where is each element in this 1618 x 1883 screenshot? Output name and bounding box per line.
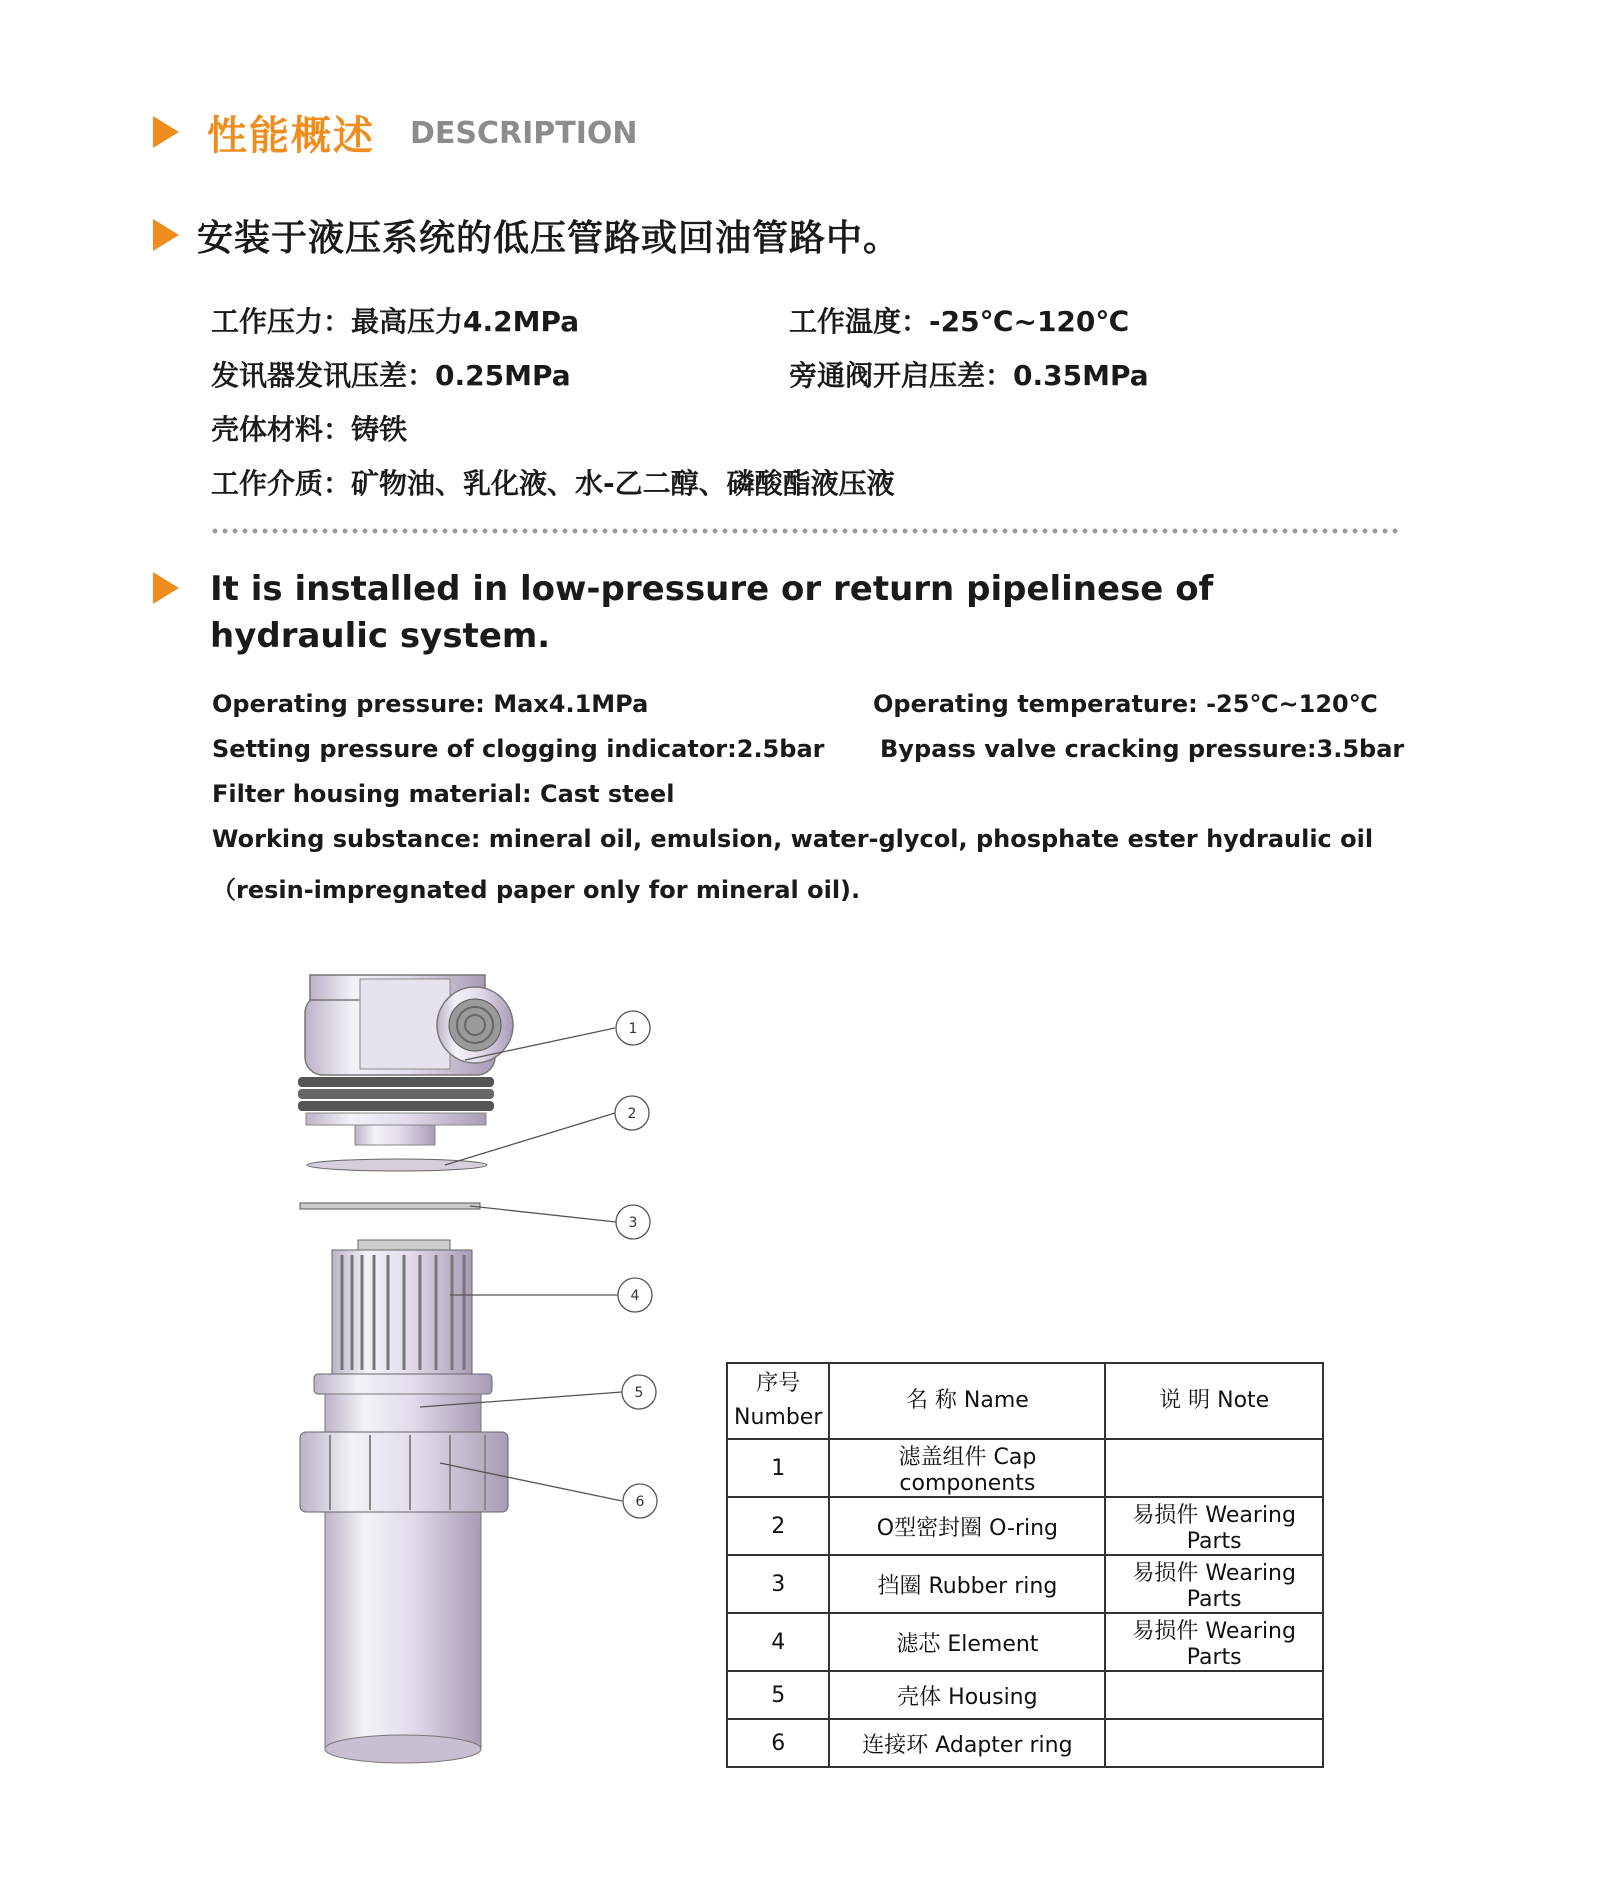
- row-number: 5: [727, 1671, 829, 1719]
- row-name: 连接环 Adapter ring: [829, 1719, 1105, 1767]
- parts-table: [726, 1362, 1324, 1768]
- callout-label: 5: [634, 1385, 644, 1401]
- header-number-cn: 序号: [756, 1371, 801, 1396]
- spec-working-temperature-cn: 工作温度：-25℃~120℃: [789, 305, 1130, 338]
- spec-housing-material-cn: 壳体材料：铸铁: [211, 413, 408, 446]
- row-note: 易损件 Wearing Parts: [1105, 1613, 1323, 1671]
- table-row: [727, 1671, 1323, 1719]
- spec-indicator-pressure-cn: 发讯器发讯压差：0.25MPa: [211, 359, 571, 392]
- bullet-triangle-icon: [153, 219, 179, 251]
- callout-label: 6: [635, 1494, 645, 1510]
- row-note: 易损件 Wearing Parts: [1105, 1555, 1323, 1613]
- header-number-en: Number: [734, 1405, 823, 1430]
- table-row: [727, 1555, 1323, 1613]
- spec-working-pressure-cn: 工作压力：最高压力4.2MPa: [211, 305, 580, 338]
- spec-operating-pressure-en: Operating pressure: Max4.1MPa: [212, 690, 649, 718]
- row-note: 易损件 Wearing Parts: [1105, 1497, 1323, 1555]
- filter-element-part: [332, 1240, 472, 1374]
- row-number: 3: [727, 1555, 829, 1613]
- header-number: [727, 1363, 829, 1439]
- row-number: 6: [727, 1719, 829, 1767]
- callout-label: 1: [628, 1021, 638, 1037]
- header-name: 名 称 Name: [829, 1363, 1105, 1439]
- intro-cn: 安装于液压系统的低压管路或回油管路中。: [197, 218, 901, 259]
- table-row: [727, 1439, 1323, 1497]
- filter-exploded-diagram: [270, 965, 690, 1775]
- row-name: 壳体 Housing: [829, 1671, 1105, 1719]
- table-header-row: [727, 1363, 1323, 1439]
- row-name: 滤芯 Element: [829, 1613, 1105, 1671]
- rubber-ring-part: [300, 1203, 480, 1209]
- spec-bypass-pressure-en: Bypass valve cracking pressure:3.5bar: [880, 735, 1405, 763]
- bullet-triangle-icon: [153, 572, 179, 604]
- intro-en: It is installed in low-pressure or return pipelinese of hydraulic system.: [210, 569, 1214, 656]
- row-number: 1: [727, 1439, 829, 1497]
- spec-housing-material-en: Filter housing material: Cast steel: [212, 780, 675, 808]
- table-row: [727, 1613, 1323, 1671]
- row-note: [1105, 1719, 1323, 1767]
- row-note: [1105, 1439, 1323, 1497]
- row-note: [1105, 1671, 1323, 1719]
- row-number: 2: [727, 1497, 829, 1555]
- spec-operating-temperature-en: Operating temperature: -25℃~120℃: [873, 690, 1378, 718]
- dotted-divider: [210, 528, 1400, 534]
- spec-working-substance-en: Working substance: mineral oil, emulsion, water-glycol, phosphate ester hydraulic oil: [212, 825, 1374, 853]
- callout-label: 2: [627, 1106, 637, 1122]
- row-name: 滤盖组件 Cap components: [829, 1439, 1105, 1497]
- row-number: 4: [727, 1613, 829, 1671]
- section-marker-icon: [153, 116, 179, 148]
- cap-component-part: [298, 975, 513, 1145]
- row-name: O型密封圈 O-ring: [829, 1497, 1105, 1555]
- row-name: 挡圈 Rubber ring: [829, 1555, 1105, 1613]
- table-row: [727, 1497, 1323, 1555]
- spec-setting-pressure-en: Setting pressure of clogging indicator:2.5bar: [212, 735, 825, 763]
- adapter-ring-part: [300, 1432, 508, 1512]
- spec-working-medium-cn: 工作介质：矿物油、乳化液、水-乙二醇、磷酸酯液压液: [211, 467, 895, 500]
- header-note: 说 明 Note: [1105, 1363, 1323, 1439]
- spec-bypass-pressure-cn: 旁通阀开启压差：0.35MPa: [789, 359, 1149, 392]
- table-row: [727, 1719, 1323, 1767]
- section-title-cn: 性能概述: [207, 113, 375, 159]
- section-title-en: DESCRIPTION: [410, 116, 638, 151]
- callout-label: 4: [630, 1288, 640, 1304]
- spec-note-en: （resin-impregnated paper only for mineral oil).: [212, 876, 861, 904]
- callout-label: 3: [628, 1215, 638, 1231]
